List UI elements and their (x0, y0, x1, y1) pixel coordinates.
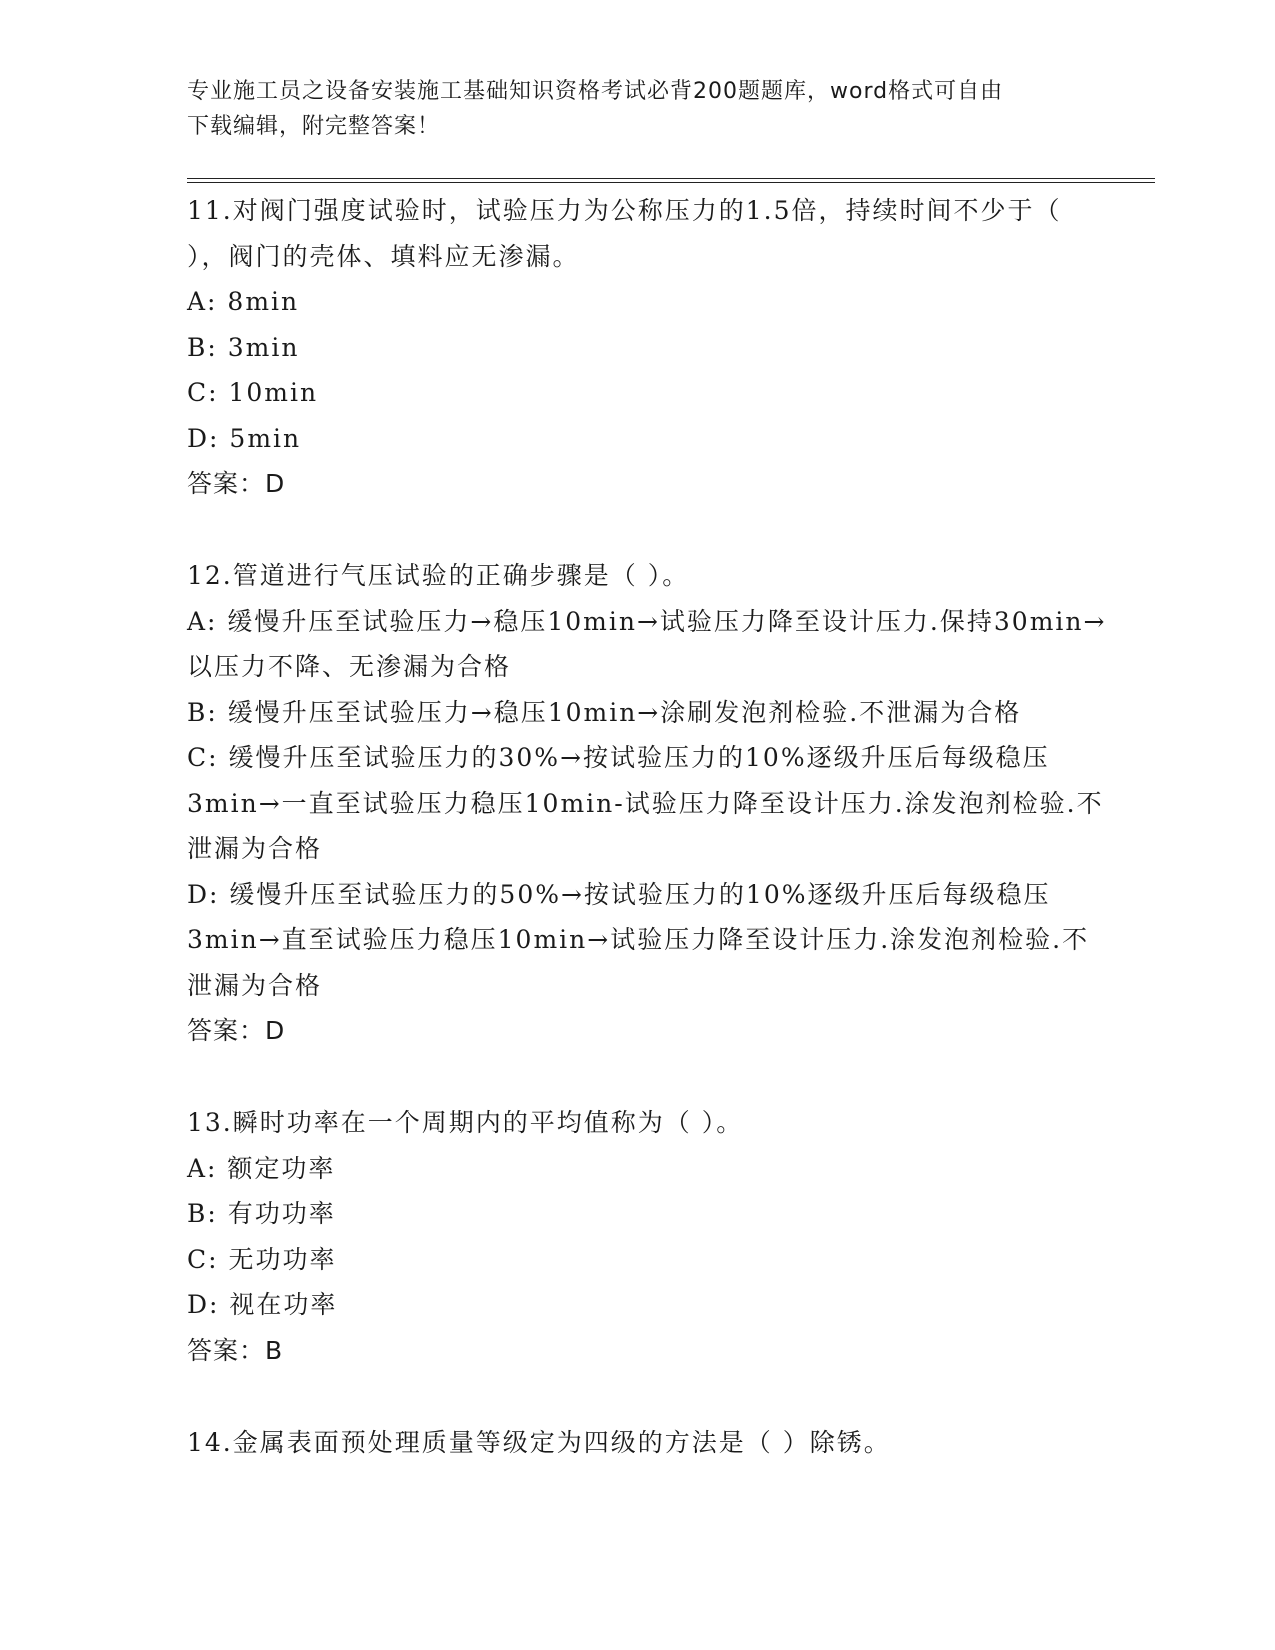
option-c: C: 10min (187, 378, 319, 407)
question-list (187, 188, 1107, 1512)
header-divider (187, 178, 1155, 183)
option-a: A: 8min (187, 287, 300, 316)
option-a: A: 额定功率 (187, 1153, 336, 1183)
option-b: B: 3min (187, 332, 300, 362)
option-d: D: 视在功率 (187, 1290, 338, 1319)
option-a: A: 缓慢升压至试验压力→稳压10min→试验压力降至设计压力.保持30min→以压力不降、无渗漏为合格 (187, 606, 1107, 681)
option-d: D: 缓慢升压至试验压力的50%→按试验压力的10%逐级升压后每级稳压3min→直至试验压力稳压10min→试验压力降至设计压力.涂发泡剂检验.不泄漏为合格 (187, 879, 1090, 1000)
option-b: B: 有功功率 (187, 1199, 336, 1228)
question-text: 11.对阀门强度试验时，试验压力为公称压力的1.5倍，持续时间不少于（ ），阀门的壳体、填料应无渗漏。 (187, 196, 1062, 271)
option-b: B: 缓慢升压至试验压力→稳压10min→涂刷发泡剂检验.不泄漏为合格 (187, 697, 1022, 727)
question-text: 13.瞬时功率在一个周期内的平均值称为（ ）。 (187, 1108, 744, 1137)
option-c: C: 缓慢升压至试验压力的30%→按试验压力的10%逐级升压后每级稳压3min→一直至试验压力稳压10min-试验压力降至设计压力.涂发泡剂检验.不泄漏为合格 (187, 743, 1104, 863)
question-13 (187, 1100, 1107, 1373)
option-c: C: 无功功率 (187, 1244, 337, 1274)
answer-line: 答案：D (187, 1016, 286, 1045)
question-text: 12.管道进行气压试验的正确步骤是（ ）。 (187, 561, 690, 590)
header-line-2: 下载编辑，附完整答案！ (187, 114, 441, 139)
question-14 (187, 1420, 1107, 1466)
answer-line: 答案：D (187, 469, 286, 498)
question-text: 14.金属表面预处理质量等级定为四级的方法是（ ）除锈。 (187, 1427, 891, 1457)
answer-line: 答案：B (187, 1335, 284, 1365)
option-d: D: 5min (187, 423, 302, 453)
document-header (187, 74, 1087, 144)
question-11 (187, 188, 1107, 506)
question-12 (187, 553, 1107, 1053)
header-line-1: 专业施工员之设备安装施工基础知识资格考试必背200题题库，word格式可自由 (187, 79, 1004, 104)
